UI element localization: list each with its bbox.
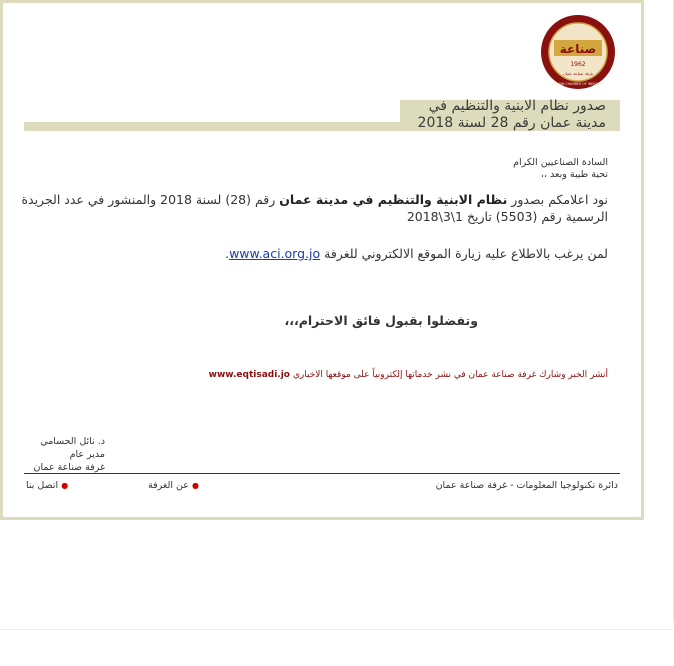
website-period: . <box>225 246 230 261</box>
closing-line: وتفضلوا بقبول فائق الاحترام،،، <box>284 313 478 328</box>
aci-website-link[interactable]: www.aci.org.jo <box>229 246 321 261</box>
signature-block <box>25 435 105 474</box>
contact-label[interactable]: اتصل بنا <box>26 480 59 491</box>
chamber-logo <box>540 14 616 90</box>
about-label[interactable]: عن الغرفة <box>148 480 189 491</box>
title-line-1: صدور نظام الابنية والتنظيم في <box>428 98 606 114</box>
share-text: أنشر الخبر وشارك غرفة صناعة عمان في نشر خدماتها إلكترونياً على موقعها الاخباري <box>290 370 608 380</box>
signature-role: مدير عام <box>69 449 105 460</box>
bottom-divider <box>0 629 674 630</box>
logo-ring-text: AMMAN CHAMBER OF INDUSTRY <box>552 82 604 86</box>
paragraph-suffix: رقم (28) لسنة 2018 والمنشور في عدد الجريدة الرسمية رقم (5503) تاريخ 1\3\2018 <box>21 192 608 224</box>
logo-subtitle: غرفة صناعة عمان <box>562 71 594 76</box>
footer-department: دائرة تكنولوجيا المعلومات - غرفة صناعة عمان <box>435 480 618 491</box>
footer-about-link[interactable] <box>148 480 199 491</box>
website-paragraph <box>225 245 608 262</box>
announcement-paragraph <box>18 191 608 225</box>
footer-contact-link[interactable] <box>26 480 68 491</box>
greeting-line-1: السادة الصناعيين الكرام <box>513 157 608 168</box>
page-title <box>418 98 606 132</box>
paragraph-prefix: نود اعلامكم بصدور <box>507 192 608 207</box>
bullet-icon: ● <box>61 481 69 490</box>
website-text: لمن يرغب بالاطلاع عليه زيارة الموقع الالكتروني للغرفة <box>320 246 608 261</box>
share-line <box>209 370 608 380</box>
bullet-icon: ● <box>191 481 199 490</box>
footer-divider <box>24 473 620 474</box>
greeting <box>513 157 608 181</box>
regulation-name: نظام الابنية والتنظيم في مدينة عمان <box>279 192 508 207</box>
signature-name: د. نائل الحسامي <box>40 436 105 447</box>
signature-org: غرفة صناعة عمان <box>33 462 105 473</box>
logo-year: 1962 <box>570 61 586 68</box>
eqtisadi-link[interactable]: www.eqtisadi.jo <box>208 370 290 380</box>
logo-title: صناعة <box>559 42 597 56</box>
title-line-2: مدينة عمان رقم 28 لسنة 2018 <box>417 115 606 131</box>
greeting-line-2: تحية طيبة وبعد ،، <box>540 169 608 180</box>
